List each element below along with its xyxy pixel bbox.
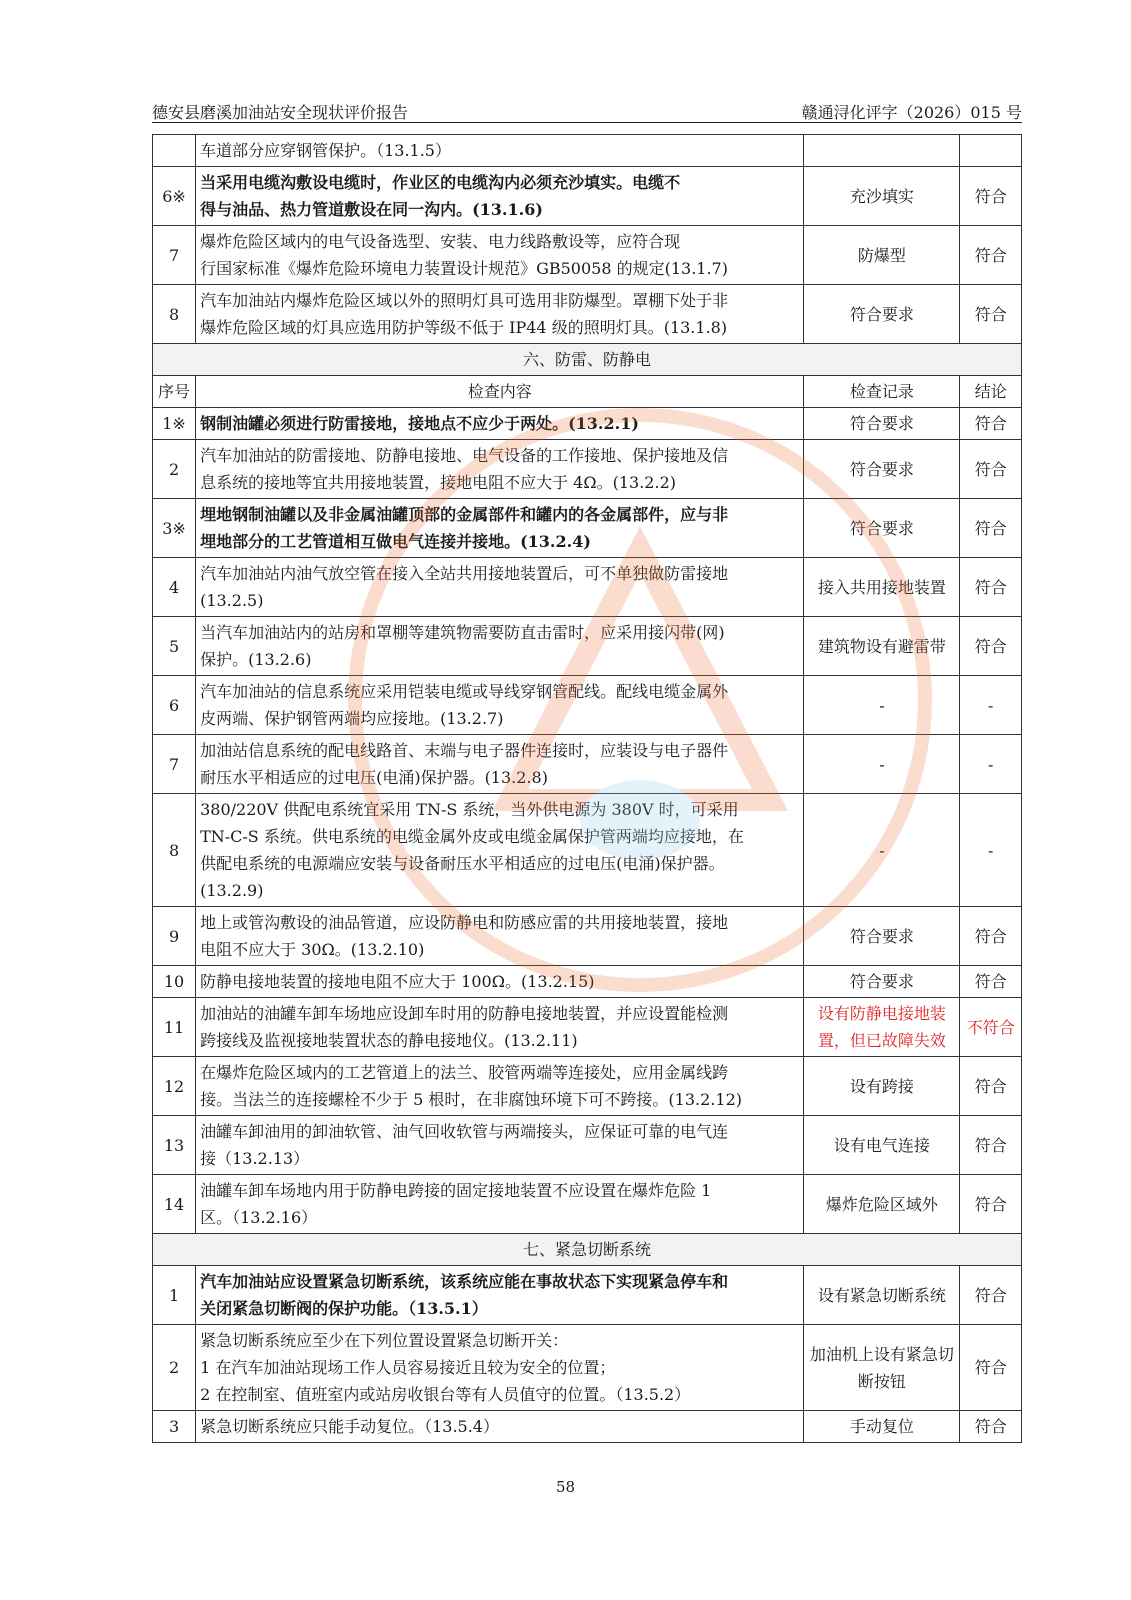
column-header-row [153, 376, 1022, 408]
row-number: 8 [153, 794, 196, 907]
content-line: 汽车加油站内油气放空管在接入全站共用接地装置后，可不单独做防雷接地 [200, 564, 729, 583]
table-row [153, 794, 1022, 907]
inspection-content [196, 794, 804, 907]
row-number: 12 [153, 1057, 196, 1116]
table-row [153, 1411, 1022, 1443]
content-line: 汽车加油站的信息系统应采用铠装电缆或导线穿钢管配线。配线电缆金属外 [200, 682, 729, 701]
table-row [153, 907, 1022, 966]
inspection-record: - [804, 735, 960, 794]
conclusion: 不符合 [960, 998, 1022, 1057]
content-line: 得与油品、热力管道敷设在同一沟内。(13.1.6) [200, 200, 543, 219]
row-number: 4 [153, 558, 196, 617]
table-row [153, 1116, 1022, 1175]
row-number: 1 [153, 1266, 196, 1325]
conclusion: 符合 [960, 1325, 1022, 1411]
inspection-content [196, 440, 804, 499]
page-header [152, 100, 1022, 123]
inspection-content [196, 167, 804, 226]
conclusion: 符合 [960, 617, 1022, 676]
row-number [153, 135, 196, 167]
inspection-record: 建筑物设有避雷带 [804, 617, 960, 676]
table-row [153, 499, 1022, 558]
inspection-content [196, 499, 804, 558]
content-line: 耐压水平相适应的过电压(电涌)保护器。(13.2.8) [200, 768, 548, 787]
content-line: 车道部分应穿钢管保护。（13.1.5） [200, 141, 451, 160]
table-row [153, 167, 1022, 226]
content-line: 1 在汽车加油站现场工作人员容易接近且较为安全的位置； [200, 1358, 616, 1377]
inspection-record: 符合要求 [804, 907, 960, 966]
content-line: 当汽车加油站内的站房和罩棚等建筑物需要防直击雷时，应采用接闪带(网) [200, 623, 725, 642]
content-line: 2 在控制室、值班室内或站房收银台等有人员值守的位置。（13.5.2） [200, 1385, 691, 1404]
content-line: 埋地部分的工艺管道相互做电气连接并接地。(13.2.4) [200, 532, 591, 551]
content-line: 油罐车卸车场地内用于防静电跨接的固定接地装置不应设置在爆炸危险 1 [200, 1181, 712, 1200]
inspection-content [196, 998, 804, 1057]
conclusion: 符合 [960, 440, 1022, 499]
table-row [153, 440, 1022, 499]
table-row [153, 285, 1022, 344]
content-line: 跨接线及监视接地装置状态的静电接地仪。(13.2.11) [200, 1031, 578, 1050]
inspection-content [196, 617, 804, 676]
content-line: 在爆炸危险区域内的工艺管道上的法兰、胶管两端等连接处，应用金属线跨 [200, 1063, 729, 1082]
conclusion: 符合 [960, 226, 1022, 285]
table-section-5-continued [153, 135, 1022, 344]
inspection-content [196, 135, 804, 167]
content-line: (13.2.9) [200, 881, 264, 900]
row-number: 2 [153, 1325, 196, 1411]
content-line: 关闭紧急切断阀的保护功能。（13.5.1） [200, 1299, 488, 1318]
conclusion [960, 135, 1022, 167]
inspection-record: 手动复位 [804, 1411, 960, 1443]
table-row [153, 558, 1022, 617]
inspection-content [196, 735, 804, 794]
content-line: 区。（13.2.16） [200, 1208, 318, 1227]
inspection-content [196, 676, 804, 735]
inspection-content [196, 1116, 804, 1175]
inspection-content [196, 907, 804, 966]
content-line: 加油站信息系统的配电线路首、末端与电子器件连接时，应装设与电子器件 [200, 741, 729, 760]
content-line: 行国家标准《爆炸危险环境电力装置设计规范》GB50058 的规定(13.1.7) [200, 259, 728, 278]
table-row [153, 1175, 1022, 1234]
content-line: 380/220V 供配电系统宜采用 TN-S 系统，当外供电源为 380V 时，可采用 [200, 800, 739, 819]
content-line: 接（13.2.13） [200, 1149, 310, 1168]
row-number: 5 [153, 617, 196, 676]
conclusion: 符合 [960, 1057, 1022, 1116]
inspection-content [196, 408, 804, 440]
table-row [153, 1266, 1022, 1325]
content-line: 爆炸危险区域内的电气设备选型、安装、电力线路敷设等，应符合现 [200, 232, 681, 251]
content-line: 爆炸危险区域的灯具应选用防护等级不低于 IP44 级的照明灯具。(13.1.8) [200, 318, 728, 337]
inspection-record: 设有电气连接 [804, 1116, 960, 1175]
inspection-content [196, 1266, 804, 1325]
row-number: 10 [153, 966, 196, 998]
table-section-6 [153, 408, 1022, 1234]
content-line: 钢制油罐必须进行防雷接地，接地点不应少于两处。(13.2.1) [200, 414, 639, 433]
table-row [153, 735, 1022, 794]
row-number: 9 [153, 907, 196, 966]
inspection-content [196, 966, 804, 998]
inspection-content [196, 1175, 804, 1234]
row-number: 7 [153, 735, 196, 794]
content-line: 当采用电缆沟敷设电缆时，作业区的电缆沟内必须充沙填实。电缆不 [200, 173, 681, 192]
row-number: 3※ [153, 499, 196, 558]
content-line: 紧急切断系统应只能手动复位。（13.5.4） [200, 1417, 499, 1436]
table-row [153, 1325, 1022, 1411]
inspection-record: 接入共用接地装置 [804, 558, 960, 617]
conclusion: 符合 [960, 966, 1022, 998]
inspection-record: 设有紧急切断系统 [804, 1266, 960, 1325]
inspection-content [196, 226, 804, 285]
row-number: 7 [153, 226, 196, 285]
table-row [153, 135, 1022, 167]
table-section-7 [153, 1266, 1022, 1443]
conclusion: 符合 [960, 285, 1022, 344]
conclusion: 符合 [960, 499, 1022, 558]
table-row [153, 617, 1022, 676]
table-row [153, 226, 1022, 285]
report-title: 德安县磨溪加油站安全现状评价报告 [152, 103, 409, 122]
content-line: 加油站的油罐车卸车场地应设卸车时用的防静电接地装置，并应设置能检测 [200, 1004, 729, 1023]
row-number: 13 [153, 1116, 196, 1175]
col-record-header: 检查记录 [804, 376, 960, 408]
conclusion: - [960, 676, 1022, 735]
conclusion: 符合 [960, 1116, 1022, 1175]
content-line: 保护。(13.2.6) [200, 650, 312, 669]
table-row [153, 966, 1022, 998]
section-heading-row [153, 1234, 1022, 1266]
inspection-record: 爆炸危险区域外 [804, 1175, 960, 1234]
inspection-content [196, 1411, 804, 1443]
conclusion: 符合 [960, 1266, 1022, 1325]
content-line: 紧急切断系统应至少在下列位置设置紧急切断开关： [200, 1331, 569, 1350]
content-line: 油罐车卸油用的卸油软管、油气回收软管与两端接头，应保证可靠的电气连 [200, 1122, 729, 1141]
inspection-record: 符合要求 [804, 285, 960, 344]
inspection-record: 防爆型 [804, 226, 960, 285]
conclusion: 符合 [960, 167, 1022, 226]
section-6-title: 六、防雷、防静电 [153, 344, 1022, 376]
page-number: 58 [555, 1478, 576, 1496]
inspection-content [196, 1057, 804, 1116]
inspection-table [152, 134, 1022, 1443]
col-content-header: 检查内容 [196, 376, 804, 408]
conclusion: 符合 [960, 1175, 1022, 1234]
content-line: 汽车加油站的防雷接地、防静电接地、电气设备的工作接地、保护接地及信 [200, 446, 729, 465]
content-line: 供配电系统的电源端应安装与设备耐压水平相适应的过电压(电涌)保护器。 [200, 854, 725, 873]
row-number: 3 [153, 1411, 196, 1443]
conclusion: - [960, 735, 1022, 794]
content-line: 汽车加油站应设置紧急切断系统，该系统应能在事故状态下实现紧急停车和 [200, 1272, 729, 1291]
inspection-record: - [804, 794, 960, 907]
content-line: (13.2.5) [200, 591, 264, 610]
content-line: 埋地钢制油罐以及非金属油罐顶部的金属部件和罐内的各金属部件，应与非 [200, 505, 729, 524]
col-no-header: 序号 [153, 376, 196, 408]
row-number: 11 [153, 998, 196, 1057]
conclusion: 符合 [960, 408, 1022, 440]
table-row [153, 408, 1022, 440]
row-number: 6 [153, 676, 196, 735]
content-line: 接。当法兰的连接螺栓不少于 5 根时，在非腐蚀环境下可不跨接。(13.2.12) [200, 1090, 742, 1109]
conclusion: 符合 [960, 558, 1022, 617]
conclusion: - [960, 794, 1022, 907]
conclusion: 符合 [960, 1411, 1022, 1443]
content-line: 防静电接地装置的接地电阻不应大于 100Ω。(13.2.15) [200, 972, 595, 991]
col-result-header: 结论 [960, 376, 1022, 408]
inspection-record: 加油机上设有紧急切断按钮 [804, 1325, 960, 1411]
content-line: 地上或管沟敷设的油品管道，应设防静电和防感应雷的共用接地装置，接地 [200, 913, 729, 932]
row-number: 2 [153, 440, 196, 499]
content-line: 电阻不应大于 30Ω。(13.2.10) [200, 940, 425, 959]
inspection-record: - [804, 676, 960, 735]
section-heading-row [153, 344, 1022, 376]
inspection-content [196, 558, 804, 617]
content-line: 息系统的接地等宜共用接地装置，接地电阻不应大于 4Ω。(13.2.2) [200, 473, 676, 492]
inspection-record: 符合要求 [804, 408, 960, 440]
section-7-title: 七、紧急切断系统 [153, 1234, 1022, 1266]
table-row [153, 998, 1022, 1057]
row-number: 1※ [153, 408, 196, 440]
inspection-content [196, 1325, 804, 1411]
row-number: 8 [153, 285, 196, 344]
inspection-record: 符合要求 [804, 499, 960, 558]
inspection-record: 充沙填实 [804, 167, 960, 226]
inspection-record: 设有跨接 [804, 1057, 960, 1116]
inspection-record [804, 135, 960, 167]
inspection-record: 设有防静电接地装置，但已故障失效 [804, 998, 960, 1057]
content-line: TN-C-S 系统。供电系统的电缆金属外皮或电缆金属保护管两端均应接地，在 [200, 827, 744, 846]
content-line: 汽车加油站内爆炸危险区域以外的照明灯具可选用非防爆型。罩棚下处于非 [200, 291, 729, 310]
table-row [153, 1057, 1022, 1116]
inspection-record: 符合要求 [804, 440, 960, 499]
row-number: 14 [153, 1175, 196, 1234]
inspection-record: 符合要求 [804, 966, 960, 998]
inspection-content [196, 285, 804, 344]
row-number: 6※ [153, 167, 196, 226]
conclusion: 符合 [960, 907, 1022, 966]
report-number: 赣通浔化评字（2026）015 号 [801, 103, 1022, 122]
content-line: 皮两端、保护钢管两端均应接地。(13.2.7) [200, 709, 504, 728]
table-row [153, 676, 1022, 735]
